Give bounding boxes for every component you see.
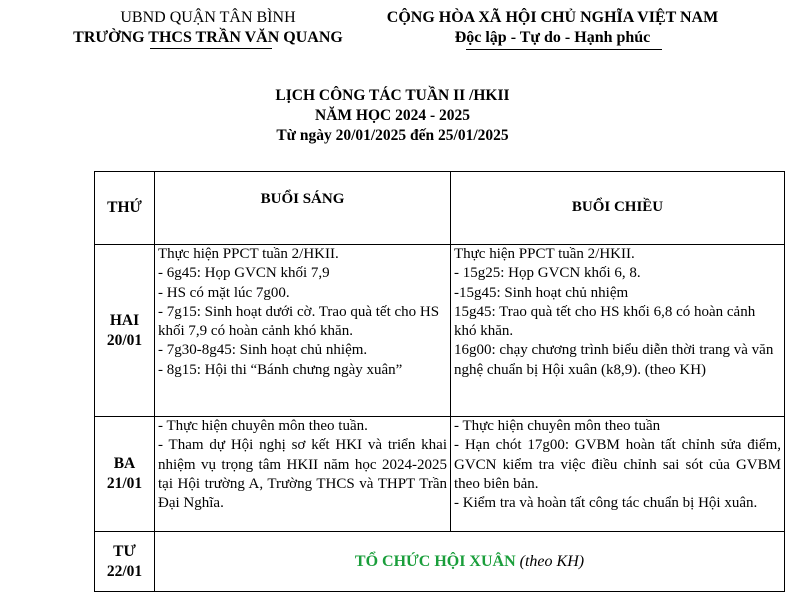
header-morning: BUỔI SÁNG <box>155 172 451 245</box>
morning-item: - 8g15: Hội thi “Bánh chưng ngày xuân” <box>158 361 403 378</box>
morning-cell <box>155 245 451 417</box>
morning-item: - Thực hiện chuyên môn theo tuần. <box>158 418 368 434</box>
table-row <box>95 532 785 592</box>
afternoon-item: - Hạn chót 17g00: GVBM hoàn tất chỉnh sửa điểm, GVCN kiểm tra việc điều chỉnh sai sót của GVBM theo biên bản. <box>454 437 781 492</box>
day-cell <box>95 532 155 592</box>
morning-item: - HS có mặt lúc 7g00. <box>158 284 290 301</box>
afternoon-item: - Thực hiện chuyên môn theo tuần <box>454 418 661 434</box>
school-year: NĂM HỌC 2024 - 2025 <box>315 107 470 124</box>
afternoon-item: 16g00: chạy chương trình biểu diễn thời trang và văn nghệ chuẩn bị Hội xuân (k8,9). (theo KH) <box>454 342 774 378</box>
day-cell <box>95 417 155 532</box>
table-header-row <box>95 172 785 245</box>
afternoon-item: 15g45: Trao quà tết cho HS khối 6,8 có hoàn cảnh khó khăn. <box>454 303 756 340</box>
day-cell <box>95 245 155 417</box>
hoi-xuan-note: (theo KH) <box>519 552 585 570</box>
date-range: Từ ngày 20/01/2025 đến 25/01/2025 <box>276 127 509 144</box>
school-name: TRƯỜNG THCS TRẦN VĂN QUANG <box>73 29 343 46</box>
weekly-schedule-table <box>94 171 785 592</box>
district-name: UBND QUẬN TÂN BÌNH <box>120 9 296 26</box>
schedule-title: LỊCH CÔNG TÁC TUẦN II /HKII <box>275 87 510 104</box>
day-date: 22/01 <box>106 562 143 580</box>
afternoon-item: Thực hiện PPCT tuần 2/HKII. <box>454 246 635 262</box>
afternoon-item: -15g45: Sinh hoạt chủ nhiệm <box>454 284 629 301</box>
motto-underline <box>466 49 662 50</box>
morning-item: - 6g45: Họp GVCN khối 7,9 <box>158 265 330 282</box>
day-name: HAI <box>109 311 140 329</box>
day-date: 21/01 <box>106 475 143 492</box>
hoi-xuan-cell <box>155 532 785 592</box>
day-name: TƯ <box>113 542 136 560</box>
afternoon-cell <box>451 245 785 417</box>
table-row <box>95 417 785 532</box>
morning-item: - 7g15: Sinh hoạt dưới cờ. Trao quà tết cho HS khối 7,9 có hoàn cảnh khó khăn. <box>158 303 440 340</box>
morning-cell <box>155 417 451 532</box>
issuer-block <box>58 8 358 48</box>
hoi-xuan-title: TỔ CHỨC HỘI XUÂN <box>354 552 516 570</box>
school-underline <box>150 48 272 49</box>
table-row <box>95 245 785 417</box>
country-name: CỘNG HÒA XÃ HỘI CHỦ NGHĨA VIỆT NAM <box>386 9 719 26</box>
afternoon-item: - 15g25: Họp GVCN khối 6, 8. <box>454 265 641 282</box>
morning-item: - Tham dự Hội nghị sơ kết HKI và triển khai nhiệm vụ trọng tâm HKII năm học 2024-2025 tại Hội trường A, Trường THCS và THPT Trần Đại Nghĩa. <box>158 437 447 512</box>
header-day: THỨ <box>95 172 155 245</box>
day-name: BA <box>113 455 136 472</box>
day-date: 20/01 <box>106 331 143 349</box>
national-block <box>360 8 745 48</box>
afternoon-item: - Kiểm tra và hoàn tất công tác chuẩn bị Hội xuân. <box>454 495 758 512</box>
header-afternoon: BUỔI CHIỀU <box>451 172 785 245</box>
morning-item: - 7g30-8g45: Sinh hoạt chủ nhiệm. <box>158 342 368 359</box>
motto: Độc lập - Tự do - Hạnh phúc <box>454 29 651 46</box>
morning-item: Thực hiện PPCT tuần 2/HKII. <box>158 246 339 262</box>
afternoon-cell <box>451 417 785 532</box>
